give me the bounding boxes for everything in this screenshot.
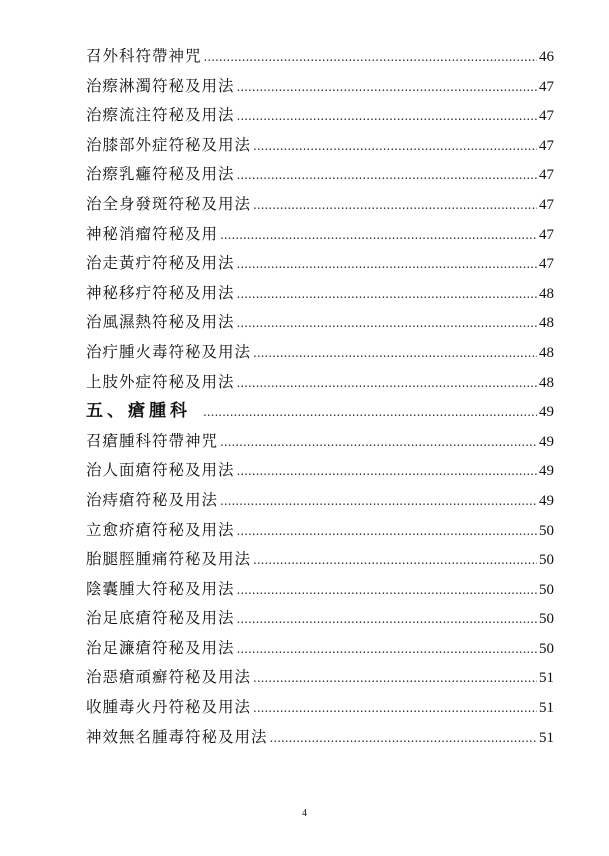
toc-entry [86,338,554,368]
toc-entry-title: 治膝部外症符秘及用法 [86,135,252,154]
toc-entry-page: 46 [539,49,554,65]
toc-entry [86,368,554,398]
page-number: 4 [302,808,307,819]
dot-leader [237,605,537,635]
dot-leader [237,457,537,487]
dot-leader [220,221,537,251]
toc-entry-title: 立愈疥瘡符秘及用法 [86,520,235,539]
dot-leader [237,250,537,280]
dot-leader [204,43,537,73]
table-of-contents [86,42,554,752]
toc-entry-title: 治瘵流注符秘及用法 [86,106,235,125]
toc-entry-title: 胎腿脛腫痛符秘及用法 [86,550,252,569]
toc-entry-title: 治疔腫火毒符秘及用法 [86,342,252,361]
toc-entry-page: 48 [539,315,554,332]
toc-entry [86,308,554,338]
toc-entry [86,723,554,753]
toc-entry-page: 49 [539,404,554,421]
dot-leader [237,280,537,310]
toc-entry [86,279,554,309]
toc-entry [86,160,554,190]
toc-entry-page: 48 [539,344,554,361]
toc-entry-title: 神秘消瘤符秘及用 [86,224,219,243]
toc-entry-page: 47 [539,137,554,154]
toc-entry-page: 50 [539,640,554,657]
toc-entry [86,663,554,693]
dot-leader [253,191,537,221]
toc-entry-page: 50 [539,552,554,569]
toc-entry [86,604,554,634]
toc-entry-page: 49 [539,433,554,450]
toc-entry-page: 50 [539,522,554,539]
dot-leader [237,309,537,339]
toc-entry [86,249,554,279]
toc-entry-title: 收腫毒火丹符秘及用法 [86,698,252,717]
toc-entry-title: 治痔瘡符秘及用法 [86,490,219,509]
toc-entry-title: 治足底瘡符秘及用法 [86,609,235,628]
dot-leader [237,517,537,547]
toc-entry-page: 47 [539,196,554,213]
toc-entry [86,516,554,546]
toc-entry [86,693,554,723]
toc-entry-page: 48 [539,374,554,391]
toc-entry-title: 五、瘡腫科 [86,401,191,422]
toc-entry-page: 51 [539,700,554,717]
toc-entry [86,634,554,664]
toc-entry [86,575,554,605]
toc-entry-title: 治人面瘡符秘及用法 [86,461,235,480]
toc-entry-page: 47 [539,167,554,184]
dot-leader [253,339,537,369]
toc-entry [86,486,554,516]
toc-entry [86,72,554,102]
dot-leader [220,487,537,517]
toc-entry-title: 治全身發斑符秘及用法 [86,194,252,213]
toc-entry [86,131,554,161]
toc-entry-title: 治走黃疔符秘及用法 [86,254,235,273]
toc-entry-title: 上肢外症符秘及用法 [86,372,235,391]
dot-leader [270,724,537,754]
dot-leader [253,132,537,162]
toc-entry-title: 治風濕熱符秘及用法 [86,313,235,332]
dot-leader [237,73,537,103]
toc-entry-title: 治足濂瘡符秘及用法 [86,638,235,657]
toc-entry-title: 治瘵淋濁符秘及用法 [86,76,235,95]
toc-entry-title: 神效無名腫毒符秘及用法 [86,727,268,746]
toc-entry [86,190,554,220]
dot-leader [237,369,537,399]
toc-entry-page: 47 [539,256,554,273]
toc-entry-page: 51 [539,729,554,746]
toc-entry [86,42,554,72]
toc-entry-title: 治惡瘡頑癬符秘及用法 [86,668,252,687]
toc-entry-page: 50 [539,611,554,628]
toc-entry-page: 47 [539,226,554,243]
dot-leader [253,664,537,694]
dot-leader [220,428,537,458]
toc-entry-page: 47 [539,78,554,95]
dot-leader [203,398,537,428]
toc-section-heading [86,397,554,427]
toc-entry-page: 49 [539,492,554,509]
dot-leader [237,102,537,132]
dot-leader [253,546,537,576]
toc-entry [86,545,554,575]
toc-entry [86,456,554,486]
toc-entry-page: 47 [539,108,554,125]
toc-entry-page: 51 [539,670,554,687]
dot-leader [237,576,537,606]
toc-entry [86,101,554,131]
toc-entry-title: 召瘡腫科符帶神咒 [86,431,219,450]
toc-entry-title: 治瘵乳癰符秘及用法 [86,165,235,184]
dot-leader [237,161,537,191]
dot-leader [253,694,537,724]
toc-entry [86,220,554,250]
toc-entry-title: 陰囊腫大符秘及用法 [86,579,235,598]
toc-entry-title: 召外科符帶神咒 [86,47,202,65]
toc-entry-page: 48 [539,285,554,302]
toc-entry [86,427,554,457]
toc-entry-title: 神秘移疔符秘及用法 [86,283,235,302]
dot-leader [237,635,537,665]
toc-entry-page: 50 [539,581,554,598]
toc-entry-page: 49 [539,463,554,480]
